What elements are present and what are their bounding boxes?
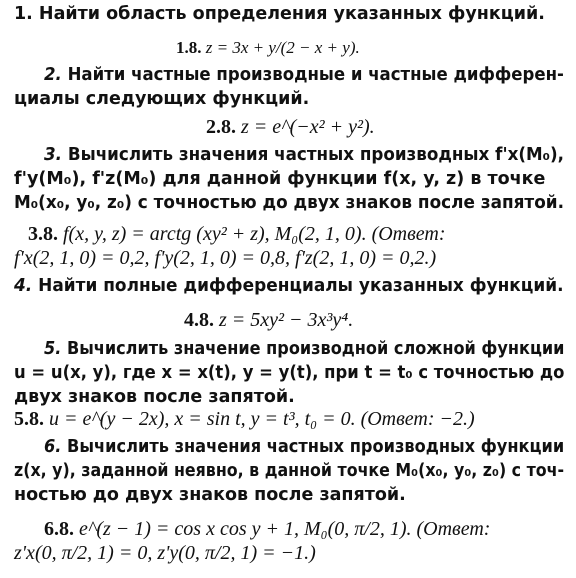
task-6-instruction-line2: z(x, y), заданной неявно, в данной точке M₀(x₀, y₀, z₀) с точ-: [14, 461, 565, 481]
task-1-heading: [14, 6, 545, 24]
task-4-formula: z = 5xy² − 3x³y⁴.: [219, 309, 354, 331]
task-3-formula-line1: f(x, y, z) = arctg (xy² + z), M₀(2, 1, 0). (Ответ:: [63, 223, 446, 245]
task-1-formula: z = 3x + y/(2 − x + y).: [205, 38, 360, 57]
task-2-item: [206, 117, 375, 137]
task-3-instruction-line1: Вычислить значения частных производных f'x(M₀),: [67, 145, 564, 165]
task-3-item-number: 3.8.: [28, 223, 58, 245]
task-2-instruction-line2: циалы следующих функций.: [14, 89, 310, 109]
task-6-item-number: 6.8.: [44, 518, 74, 540]
task-3-item: [28, 224, 446, 244]
task-5-number: 5.: [44, 339, 62, 359]
task-2-instruction-line1: Найти частные производные и частные дифферен-: [67, 65, 564, 85]
task-4-item-number: 4.8.: [184, 309, 214, 331]
task-3-formula-line2: f'x(2, 1, 0) = 0,2, f'y(2, 1, 0) = 0,8, f'z(2, 1, 0) = 0,2.): [14, 247, 437, 269]
task-2-number: 2.: [44, 65, 62, 85]
task-4-number: 4.: [14, 276, 33, 296]
task-2-item-number: 2.8.: [206, 116, 236, 138]
task-5-instruction-line3: двух знаков после запятой.: [14, 387, 295, 407]
task-6-instruction-line1: Вычислить значения частных производных функции: [67, 437, 565, 457]
task-5-instruction-line2: u = u(x, y), где x = x(t), y = y(t), при t = t₀ с точностью до: [14, 363, 565, 383]
task-6-instruction-line3: ностью до двух знаков после запятой.: [14, 485, 406, 505]
task-4-instruction: Найти полные дифференциалы указанных функций.: [38, 276, 564, 296]
task-1-item: [176, 39, 360, 56]
task-4-item: [184, 310, 353, 330]
task-1-instruction: Найти область определения указанных функций.: [38, 4, 545, 24]
task-1-item-number: 1.8.: [176, 38, 202, 57]
task-5-formula: u = e^(y − 2x), x = sin t, y = t³, t₀ = 0. (Ответ: −2.): [49, 408, 475, 430]
task-6-heading: [44, 439, 564, 457]
task-3-instruction-line2: f'y(M₀), f'z(M₀) для данной функции f(x, y, z) в точке: [14, 169, 546, 189]
task-6-formula-line1: e^(z − 1) = cos x cos y + 1, M₀(0, π/2, 1). (Ответ:: [79, 518, 491, 540]
task-3-instruction-line3: M₀(x₀, y₀, z₀) с точностью до двух знаков после запятой.: [14, 193, 564, 213]
task-6-number: 6.: [44, 437, 62, 457]
task-6-item: [44, 519, 490, 539]
task-3-number: 3.: [44, 145, 62, 165]
task-5-heading: [44, 341, 564, 359]
task-6-formula-line2: z'x(0, π/2, 1) = 0, z'y(0, π/2, 1) = −1.): [14, 542, 316, 564]
task-5-item: [14, 409, 475, 429]
task-4-heading: [14, 278, 564, 296]
task-2-formula: z = e^(−x² + y²).: [241, 116, 375, 138]
task-5-item-number: 5.8.: [14, 408, 44, 430]
task-2-heading: [44, 67, 564, 85]
task-5-instruction-line1: Вычислить значение производной сложной функции: [66, 339, 565, 359]
task-3-heading: [44, 147, 564, 165]
task-1-number: 1.: [14, 4, 33, 24]
